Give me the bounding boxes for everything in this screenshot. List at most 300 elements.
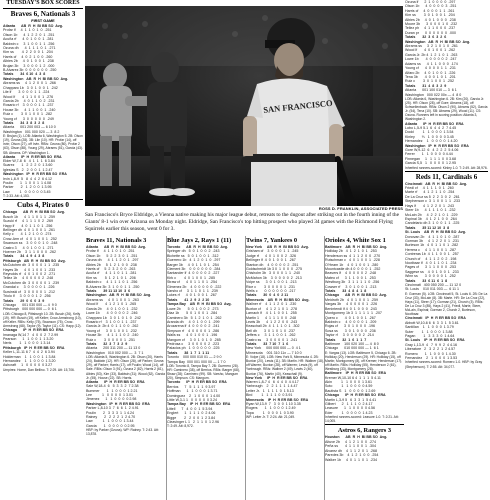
stat-line: Abrams ss 3 2 1 0 1 0 .261 [405, 44, 458, 49]
box-notes: E: Vargas (13). LOB: Baltimore 5, Chicago 6. 2B: Holliday (20), Henderson (29). HR: Holliday (15), off Martin; Montgomery (8), off Kremer; Henderson (17), off Martin. RBIs: Holliday (55), Henderson 2 (61), Westburg (33), Montgomery (28). [325, 350, 403, 372]
box-title: Blue Jays 2, Rays 1 (11) [167, 237, 232, 244]
box-end: HBP: by Parker (Ozuna). WP: Rainey. T: 2:43. Att: 13,878. [86, 428, 159, 437]
box-lines [325, 245, 404, 351]
stat-line: Englert 1 1 1 1 0 2 4.06 [167, 411, 216, 416]
stat-line: Gimenez 2b 4 0 0 0 0 0 .222 [167, 284, 222, 289]
stat-line: Bellinger lf 4 0 1 0 0 1 .267 [246, 258, 296, 263]
stat-line: Goldschmidt 1b 3 0 1 0 0 0 .275 [246, 267, 302, 272]
stat-line: Dodd 1 1 0 0 0 1 3.54 [405, 130, 454, 135]
stat-line: Hernandez 1 1 0 0 0 1 3.20 [3, 358, 56, 363]
stat-line: Atlanta 001 100 010 — 3 6 1 [405, 88, 457, 93]
stat-line: Totals 29 0 6 0 3 9 [3, 298, 45, 303]
stat-line: Espinal 3b 4 1 2 1 0 0 .264 [405, 216, 457, 221]
stat-line: Ozuna lf 2 1 0 0 0 0 .297 [405, 0, 456, 4]
stat-line: St. Louis 010 011 003 — 6 11 1 [405, 287, 460, 292]
stat-line: Keaschall 2b 4 1 1 1 0 1 .302 [246, 324, 300, 329]
stat-line: Sale W,18-4 6 5 3 3 2 7 2.38 [86, 384, 139, 389]
stat-line: Swanson ss 3 0 0 0 1 0 .248 [3, 241, 58, 246]
photo-illustration [85, 6, 403, 206]
stat-line: Alvarez dh 4 1 1 2 0 1 .268 [325, 448, 377, 453]
stat-line: Cincinnati IP H R ER BB SO ERA [405, 316, 466, 321]
stat-line: Alfaro 2b 4 0 1 0 0 1 .226 [405, 70, 456, 75]
box-title: Orioles 4, White Sox 1 [325, 237, 386, 244]
stat-line: Buxton cf 4 1 2 1 0 1 .278 [246, 306, 297, 311]
stat-line: Castro 3 4 0 1 0 0 1 .271 [3, 245, 54, 250]
stat-line: Straw cf 4 0 1 1 0 1 .254 [167, 280, 217, 285]
stat-line: Washington IP H R ER BB SO ERA [86, 401, 150, 406]
box-notes: LOB: Atlanta 6, Washington 6. 2B: Kim (20), Garcia Jr. (25). HR: Olson (28), off Gore; Abrams (18), off Schwellenbach. RBIs: Olson 2 (90), Abrams (52), Garcia Jr. (54), Tena (10). SB: Abrams (29), Wood (11). CS: Ozuna. Runners left in scoring position: Atlanta 3, Washington 2. [405, 96, 488, 122]
box-end: T: 2:49. Att: 8,972. [167, 424, 194, 429]
stat-line: Lewis 3b 4 1 2 2 0 0 .243 [246, 319, 298, 324]
stat-line: Garcia 2b 4 0 1 1 0 2 .231 [3, 98, 55, 103]
stat-line: Kelly c 4 1 2 1 0 0 .274 [3, 232, 52, 237]
stat-line: Pedrosa c 3 0 0 0 0 2 .223 [167, 341, 220, 346]
stat-line: Kim ss 3 0 1 0 0 1 .204 [405, 13, 455, 18]
stat-line: Chapparo 1b 3 0 1 0 1 0 .242 [86, 315, 141, 320]
stat-line: Jimenez 1 1 0 0 0 0 2.98 [86, 397, 137, 402]
box-title: Reds 11, Cardinals 6 [415, 172, 478, 181]
stat-line: Chicago 010 000 000 — 1 6 1 [325, 346, 379, 351]
box-lines [405, 182, 488, 292]
stat-line: Eder 1 0 0 0 0 1 4.23 [325, 410, 373, 415]
stat-line: Rosario rf 3 1 0 0 1 1 .237 [86, 319, 137, 324]
stat-line: Abbott W,10-6 6 6 3 3 1 5 3.61 [405, 320, 459, 325]
divider [405, 171, 488, 172]
stat-line: Ferrer 1 1 0 0 0 0 4.44 [405, 152, 453, 157]
stat-line: Ryan W,13-9 7 3 0 0 1 10 3.35 [246, 402, 301, 407]
stat-line: Volpe ss 3 0 1 0 0 1 .213 [246, 280, 297, 285]
stat-line: Neris 1 1 0 0 0 1 3.14 [3, 341, 51, 346]
stat-line: Tampa Bay 000 001 000 00 — 1 7 0 [167, 359, 226, 364]
box-end: Inherited runners-scored: Kinley 1-0. T: 2:49. Att: 28,976. [405, 165, 488, 170]
stat-line: Rogers 1 1 0 0 0 1 2.49 [246, 406, 296, 411]
stat-line: Cincinnati 400 050 200 — 11 12 0 [405, 283, 462, 287]
divider [3, 8, 83, 9]
stat-line: Totals 34 4 9 4 3 8 [3, 254, 45, 259]
stat-line: House 3b 4 1 1 0 0 1 .240 [3, 107, 56, 112]
stat-line: Candelario dh 3 1 0 0 1 1 .225 [405, 221, 460, 226]
stat-line: Rainey 2 2 2 2 1 2 4.70 [86, 414, 136, 419]
stat-line: New York 000 000 000 — 0 4 1 [246, 346, 301, 351]
stat-line: Clement 3b 0 0 0 0 0 0 .284 [167, 267, 221, 272]
stat-line: Kirk c 4 0 1 0 0 1 .285 [167, 275, 215, 280]
stat-line: Olson 1b 5 2 2 3 0 1 .251 [86, 253, 138, 258]
stat-line: Grisham cf 3 0 0 0 1 1 .245 [246, 249, 299, 254]
stat-line: Ozuna dh 4 1 1 2 0 1 .297 [86, 258, 139, 263]
stat-line: Minnesota AB R H BI BB SO Avg. [246, 297, 310, 302]
stat-line: Jeffers c 3 1 1 0 0 1 .262 [246, 333, 296, 338]
stat-line: Toronto IP H R ER BB SO ERA [167, 380, 227, 385]
stat-line: Pittsburgh 000 000 000 — 0 6 1 [3, 307, 57, 312]
stat-line: Pages cf 3 1 1 0 0 0 .253 [405, 265, 456, 270]
box-lines [246, 245, 324, 355]
box-subtitle: FIRST GAME [31, 19, 55, 23]
stat-line: Pearson 1 1 0 0 1 1 3.20 [3, 336, 54, 341]
stat-line: Dominguez 2 1 0 0 0 1 4.00 [167, 393, 221, 398]
stat-line: Benintendi lf 4 0 1 0 0 0 .243 [325, 306, 377, 311]
box-lines [167, 245, 245, 364]
stat-line: Littell 7 4 0 0 1 5 3.94 [167, 406, 213, 411]
stat-line: Parker L,8-10 3 7 6 6 1 2 4.91 [86, 406, 139, 411]
stat-line: Rutschman c 4 0 1 0 0 1 .228 [325, 258, 380, 263]
stat-line: Moore 3b 3 0 0 0 1 0 .232 [405, 22, 458, 27]
stat-line: Atlanta 200 311 200 — 11 13 0 [86, 346, 141, 351]
stat-line: Olson 1b 4 0 0 0 0 3 .251 [405, 4, 457, 9]
stat-line: Montgomery 1b 3 1 1 1 1 1 .207 [325, 311, 382, 316]
box-notes: E: Brujan (1). LOB: Atlanta 6, Washington 5. 2B: Olson (19), Ozuna (28). 3B: Lile (10). HR: Profar (14), off Irvin; Olson (27), off Irvin. RBIs: Ozuna (80), Profar 2 (63), Olson (88), Young (29), Abrams (51), Garcia (43). SB: Abrams. DP: Washington 1. [3, 134, 83, 155]
box-notes: E: Volpe (18). LOB: New York 5, Minnesota 4. 2B: Buxton (20), Lewis (11). 3B: Martin. HR: Wallner (18), off Warren; Buxton (28), off Warren; Lewis (9), off Yarbrough. RBIs: Wallner 2 (49), Lewis 2 (40), Buxton (76), Martin (40), Keaschall (9). [246, 355, 324, 376]
stat-line: Leiter Jr. 1 1 1 1 0 1 5.13 [246, 388, 294, 393]
stat-line: Rojas cf 3 0 1 0 0 0 .196 [325, 324, 375, 329]
stat-line: Totals 33 4 8 4 1 8 [325, 289, 367, 294]
stat-line: Suwinski cf 3 0 0 0 0 1 .212 [3, 289, 55, 294]
stat-line: Young cf 3 0 1 0 0 1 .232 [86, 328, 137, 333]
stat-line: Harris cf 4 0 2 1 0 0 .260 [3, 54, 53, 59]
box-lines [325, 435, 404, 461]
photo-credit: ROSS D. FRANKLIN, ASSOCIATED PRESS [318, 206, 403, 211]
stat-line: Law 1 1 0 0 0 1 3.44 [86, 419, 134, 424]
stat-line: Ruiz c 3 0 1 0 0 1 .252 [405, 79, 454, 84]
box-title: Cubs 4, Pirates 0 [17, 201, 69, 210]
stat-line: Holderman 1 1 0 0 1 1 3.84 [3, 354, 56, 359]
stat-line: Martin L,3-9 5 6 3 3 1 5 4.41 [325, 397, 377, 402]
stat-line: Iglesias S 2 2 0 0 1 1 2.47 [3, 167, 53, 172]
pitching-lines [325, 371, 404, 415]
stat-line: Albies 2b 4 0 1 0 0 1 .238 [3, 59, 54, 64]
box-end: Inherited runners-scored: Leasure 1-0. T: 2:21. Att: 14,005. [325, 415, 399, 424]
stat-line: Tena 3b 4 0 0 1 0 1 .201 [405, 74, 456, 79]
stat-line: Quero c 4 0 1 0 0 1 .267 [325, 315, 376, 320]
stat-line: Chisholm 3b 3 0 0 0 1 1 .240 [246, 271, 300, 276]
stat-line: Gray L,13-9 4 7 9 9 2 4 4.16 [405, 342, 457, 347]
stat-line: Garcia 2b 4 0 1 0 0 1 .232 [86, 306, 138, 311]
stat-line: Tampa Bay AB R H BI BB SO Avg. [167, 302, 232, 307]
pitching-lines [3, 155, 83, 195]
stat-line: Lobo L,5-9 5.1 6 4 4 2 7 4.45 [405, 125, 457, 130]
stat-line: Abrams ss 4 1 2 0 0 1 .266 [3, 81, 56, 86]
stat-line: Castro ss 3 0 0 0 0 1 .241 [246, 337, 298, 342]
stat-line: Kim ss 5 1 2 1 0 1 .206 [86, 275, 136, 280]
stat-line: Ozuna dh 4 1 1 1 0 1 .271 [3, 46, 56, 51]
stat-line: Bummer 1 1 0 0 0 1 2.21 [86, 388, 138, 393]
stat-line: Washington AB R H BI BB SO Avg. [86, 293, 152, 298]
stat-line: Totals 33 6 11 6 1 8 [405, 278, 448, 283]
stat-line: Caminero 3b 5 1 2 1 0 1 .262 [167, 315, 222, 320]
stat-line: B.Alvarez 3b 3 1 0 0 1 1 .250 [86, 284, 140, 289]
stat-line: Wells c 0 0 0 0 0 0 .217 [246, 289, 296, 294]
stat-line: Chapparo 1b 3 0 1 0 0 1 .242 [3, 85, 58, 90]
stat-line: Gilbert 2 1 1 1 0 2 4.17 [325, 402, 373, 407]
stat-line: Wood lf 4 0 1 0 0 1 .262 [405, 48, 456, 53]
stat-line: Varsho cf 3 1 1 0 1 1 .239 [167, 289, 218, 294]
stat-line: Little W,3-1 1 0 0 0 0 0 3.24 [167, 397, 217, 402]
box-lines [405, 0, 488, 97]
stat-line: Bautista S 1 0 0 0 0 1 2.69 [325, 388, 376, 393]
stat-line: Suzuki rf 4 1 1 1 0 2 .269 [3, 219, 53, 224]
box-notes: LOB: Atlanta 5, Washington 6. 2B: Olson (20), Harris (24), Baldwin (12). HR: Olson (28), off Parker; Ozuna (29), off Parker; Harris (17), off Poulin; Wood (14), off Sale. RBIs: Olson 3 (91), Ozuna 2 (82), Harris 2 (61), Albies (53), Kim (33), Baldwin (31); Wood (52), Garcia Jr. (55), House (22). SB: Harris. [86, 355, 165, 380]
stat-line: Meidroth 2b 4 0 1 0 0 1 .259 [325, 297, 378, 302]
stat-line: Hoerner 2b 3 1 1 0 0 0 .262 [3, 250, 56, 255]
stat-line: Saggese ss 4 0 1 0 0 1 .233 [405, 269, 459, 274]
stat-line: Totals 39 11 13 10 3 6 [86, 289, 131, 294]
stat-line: Springer dh 5 0 1 0 0 2 .243 [167, 249, 220, 254]
stat-line: Garcia Jr. 2b 4 0 1 1 0 0 .262 [86, 324, 139, 329]
stat-line: Vargas 3b 4 0 0 0 0 1 .226 [325, 302, 378, 307]
stat-line: Hayes 3b 4 0 1 0 0 1 .233 [3, 267, 56, 272]
box-lines [3, 210, 83, 311]
pitching-lines [86, 380, 166, 428]
stat-line: Washington AB R H BI BB SO Avg. [405, 39, 471, 44]
stat-line: Washington 010 002 000 — 3 7 1 [86, 350, 144, 355]
stat-line: Duran pr 0 0 0 0 0 0 .000 [405, 30, 456, 35]
stat-line: Santander lf 4 0 0 0 0 2 .227 [167, 271, 220, 276]
stat-line: Washington 000 022 00x — 4 8 0 [405, 92, 462, 97]
stat-line: Fernandez 2 1 0 0 0 1 3.53 [405, 356, 458, 361]
stat-line: Judge rf 4 0 1 0 0 2 .326 [246, 253, 296, 258]
stat-line: Lowe 1b 4 0 0 0 0 2 .246 [86, 311, 138, 316]
stat-line: Aranda dh 4 0 1 0 0 1 .299 [167, 319, 220, 324]
stat-line: Stanton dh 4 0 0 0 0 2 .251 [246, 262, 299, 267]
stat-line: Minnesota 001 310 11x — 7 10 0 [246, 350, 302, 355]
stat-line: Totals 41 2 9 2 2 10 [167, 297, 210, 302]
stat-line: Crow-Arm cf 4 0 1 0 0 1 .252 [3, 236, 57, 241]
stat-line: Gorman 3b 4 1 2 2 0 1 .231 [405, 238, 459, 243]
stat-line: Lowe 2b 5 0 1 0 0 2 .273 [167, 306, 219, 311]
stat-line: Reynolds rf 4 0 1 0 0 2 .271 [3, 272, 56, 277]
stat-line: Baldwin c 4 0 0 0 0 1 .209 [325, 319, 377, 324]
stat-line: Totals 35 11 12 10 3 8 [405, 225, 450, 230]
stat-line: Acuña rf 4 0 1 0 0 1 .281 [3, 37, 54, 42]
stat-line: Yarbrough 2 2 1 1 1 1 4.47 [246, 384, 298, 389]
stat-line: Keller L,11-11 6 7 4 4 2 6 3.94 [3, 350, 55, 355]
divider [325, 424, 404, 425]
stat-line: Ruiz c 3 0 1 0 0 1 .282 [3, 112, 52, 117]
box-title: Braves 11, Nationals 3 [86, 237, 147, 244]
stat-line: Bellinger dh 4 0 1 0 0 1 .261 [3, 228, 55, 232]
stat-line: Suarez 1 2 2 2 0 1 3.60 [3, 163, 53, 168]
stat-line: Toronto AB R H BI BB SO Avg. [167, 245, 229, 249]
stat-line: Chicago AB R H BI BB SO Avg. [3, 210, 65, 215]
box-end: Inherited runners-scored: Romero 1-0. HBP: by Gray (Stephenson). T: 2:55. Att: 34,077. [405, 360, 483, 369]
stat-line: Stephenson c 3 1 0 0 1 1 .233 [405, 199, 460, 204]
stat-line: Adams ss 4 1 1 0 0 0 .174 [405, 61, 458, 66]
stat-line: Profar lf 4 1 1 0 1 0 .251 [86, 249, 135, 254]
stat-line: Beavers lf 4 0 0 0 0 2 .248 [325, 271, 376, 276]
stat-line: O'Hearn 1b 4 0 1 0 0 1 .280 [325, 262, 379, 267]
stat-line: De La Cruz ss 5 2 2 3 0 2 .261 [405, 194, 460, 199]
stat-line: Totals 32 3 7 3 2 9 [86, 341, 128, 346]
stat-line: Martin 1 4 1 1 1 0 0 .248 [246, 315, 296, 320]
stat-line: Houston AB R H BI BB SO Avg. [325, 435, 388, 440]
stat-line: Diaz 1b 5 0 1 0 0 1 .284 [167, 311, 218, 316]
stat-line: Church cf 4 1 1 2 0 2 .198 [405, 256, 457, 261]
stat-line: Paredes 3b 4 1 2 1 0 0 .254 [325, 453, 379, 458]
stat-line: Chicago IP H R ER BB SO ERA [325, 393, 386, 398]
stat-line: Pagan 1 3 3 3 0 1 4.64 [405, 334, 455, 338]
stat-line: Soto 1 1 0 0 0 0 4.59 [325, 384, 373, 389]
stat-line: Brujan 3b 3 0 0 0 1 2 .000 [3, 63, 55, 68]
stat-line: Washington IP H R ER BB SO ERA [3, 172, 67, 177]
box-lines [3, 24, 83, 134]
stat-line: McCutchen 4b 3 0 0 0 0 1 .239 [3, 280, 60, 285]
stat-line: Winn ss 3 0 0 0 0 1 .252 [405, 274, 456, 279]
stat-line: Finnegan 1 1 1 1 0 0 3.68 [405, 156, 456, 161]
stat-line: Chicago IP H R ER BB SO ERA [3, 328, 64, 333]
stat-line: Abrams ss 4 0 1 0 0 1 .263 [86, 297, 139, 302]
stat-line: Donovan 2b 4 1 1 0 1 0 .287 [405, 234, 460, 239]
stat-line: Akin 1 1 0 0 0 1 3.61 [325, 380, 372, 385]
stat-line: Herrera c 4 1 1 0 0 1 .287 [405, 247, 456, 252]
box-end: WP: Leiter Jr. T: 2:24. Att: 21,049. [246, 415, 296, 420]
stat-line: Lukes rf 4 0 1 0 0 1 .267 [167, 293, 217, 298]
stat-line: Bigge 2 2 0 0 1 2 3.84 [167, 415, 216, 420]
stat-line: Totals 32 1 6 1 1 7 [325, 337, 367, 342]
stat-line: Berrios 7 5 1 1 1 9 3.97 [167, 384, 216, 389]
stat-line: Ruiz c 3 0 0 0 0 1 .251 [86, 337, 135, 342]
stat-line: Nootbaar lf 4 0 1 1 0 1 .234 [405, 260, 457, 265]
jersey-lettering: SAN FRANCISCO [262, 97, 334, 115]
stat-line: Westburg 3b 3 1 1 1 1 0 .256 [325, 280, 380, 285]
stat-line: Marte rf 4 1 2 1 1 0 .254 [405, 190, 455, 195]
stat-line: Friedl cf 4 1 1 1 0 1 .260 [405, 186, 454, 191]
stat-line: Profar lf 4 1 1 0 1 0 .251 [3, 28, 52, 33]
right-column [405, 0, 488, 500]
stat-line: Washington 001 000 020 — 3 8 2 [3, 129, 60, 134]
stat-line: Poulin 2 3 3 3 1 1 4.24 [86, 410, 134, 415]
stat-line: Contreras 1b 4 1 1 0 0 1 .257 [405, 252, 459, 257]
stat-line: Lile lf 3 0 0 0 1 1 .224 [3, 90, 50, 95]
stat-line: Minnesota IP H R ER BB SO ERA [246, 397, 309, 402]
stat-line: Law 1 0 0 0 0 0 3.45 [3, 189, 51, 194]
stat-line: Atlanta 001 200 003 — 6 10 0 [3, 125, 56, 130]
stat-line: Tampa Bay IP H R ER BB SO ERA [167, 402, 231, 407]
stat-line: Washington IP H R ER BB SO ERA [405, 143, 469, 148]
stat-line: B.Alvarez 3b 0 0 0 0 0 0 .250 [3, 68, 57, 73]
stat-line: Mateo cf 3 1 1 0 0 1 .253 [325, 275, 376, 280]
stat-line: Burleson 1b 4 0 1 1 0 1 .282 [405, 243, 459, 248]
stat-line: Baltimore AB R H BI BB SO Avg. [325, 245, 388, 249]
stat-line: Lowe 1b 4 0 0 0 0 2 .247 [405, 57, 457, 62]
stat-line: Palacios ph 1 0 0 0 0 0 .225 [167, 346, 220, 351]
stat-line: Barger 3b 4 0 1 1 0 1 .254 [167, 262, 219, 267]
stat-line: Grandal c 3 0 0 0 0 1 .226 [3, 285, 55, 290]
stat-line: Lee 1 0 0 0 0 1 3.01 [86, 392, 133, 397]
photo-caption: San Francisco's Bryce Eldridge, a Vienna native making his major league debut, retreats to the dugout after striking out in the fourth inning of the Giants' 8-1 win over Arizona on Monday night. Eldridge, San Francisco's top hitting prospect who played 34 games with the Richmond Flying Squirrels earlier this season, went 0 for 3. [85, 212, 400, 232]
pitching-lines [3, 328, 83, 368]
box-notes: LOB: Chicago 8, Pittsburgh 10. 2B: Busch (26), Kelly (19). HR: Busch (19), off Keller; Crow-Armstrong (10), off Keller. RBIs: Kelly (75), Swanson (75), Crow-Armstrong (68), Taylor (9). Taylor (11). CS: Happ (12). [3, 311, 82, 328]
stat-line: Warren L,8-7 4 6 4 4 0 4 4.17 [246, 380, 299, 385]
stat-line: Totals 32 3 6 3 2 6 [405, 35, 447, 40]
stat-line: Atlanta IP H R ER BB SO ERA [405, 121, 464, 126]
stat-line: New York AB R H BI BB SO Avg. [246, 245, 309, 249]
stat-line: Tellez ph 4 1 1 0 0 0 .237 [405, 26, 456, 31]
stat-line: Washington AB R H BI BB SO Avg. [3, 76, 69, 81]
stat-line: Guerrero 1b 4 1 2 0 1 0 .297 [167, 258, 221, 263]
stat-line: Cowser rf 3 0 1 0 0 1 .213 [325, 284, 377, 289]
box-score-bluejays-rays [167, 236, 245, 500]
stat-line: Walls ss 4 0 1 0 0 1 .196 [167, 333, 218, 338]
box-score-orioles-whitesox [325, 236, 404, 500]
stat-line: Simpson rf 4 0 0 0 0 1 .286 [167, 328, 220, 333]
stat-line: Totals 34 6 10 4 3 8 [3, 72, 46, 77]
stat-line: New York IP H R ER BB SO ERA [246, 375, 308, 380]
stat-line: Suter 1 1 0 0 0 1 3.88 [405, 329, 453, 334]
stat-line: Totals 38 1 7 1 1 11 [167, 350, 210, 355]
stat-line: Romero 1 1 0 0 0 1 4.30 [405, 351, 456, 356]
section-title: TUESDAY'S BOX SCORES [6, 0, 80, 6]
stat-line: Young cf 4 0 0 0 1 1 .231 [405, 66, 456, 71]
stat-line: Mountcastle dh 4 0 0 0 0 1 .252 [325, 267, 381, 272]
stat-line: Hoffman 1 1 0 0 0 1 3.71 [167, 389, 218, 394]
box-lines [86, 245, 166, 355]
stat-line: Atlanta IP H R ER BB SO ERA [86, 379, 145, 384]
left-column [3, 0, 83, 500]
stat-line: Totals 33 7 10 7 1 6 [246, 341, 289, 346]
stat-line: Liberatore 2 3 2 2 1 2 4.57 [405, 347, 456, 352]
pitching-lines [405, 316, 488, 360]
stat-line: Kinley ⅓ 1 0 0 0 0 3.45 [405, 134, 454, 139]
stat-line: Parker 2 1 2 0 0 1 3.95 [3, 185, 52, 190]
divider [3, 199, 83, 200]
stat-line: Baldwin c 3 1 0 0 1 1 .256 [3, 41, 55, 46]
stat-line: Garcia S,5 1 0 0 0 0 1 2.95 [405, 161, 456, 166]
stat-line: Pittsburgh IP H R ER BB SO ERA [3, 345, 65, 350]
stat-line: Santillan 1 1 0 0 0 1 3.79 [405, 325, 454, 330]
stat-line: Hernandez 1 0 0 0 0 1 4.20 [405, 139, 458, 144]
stat-line: Peña ss 4 1 1 0 0 1 .304 [325, 444, 376, 449]
stat-line: Tellez 1b 4 0 0 0 0 2 .248 [3, 276, 54, 281]
stat-line: Topa 1 0 0 0 1 0 3.90 [246, 410, 294, 415]
stat-line: Triolo lf 3 0 0 0 1 2 .256 [3, 294, 51, 299]
stat-line: St. Louis AB R H BI BB SO Avg. [405, 230, 466, 235]
stat-line: Pittsburgh AB R H BI BB SO Avg. [3, 258, 66, 263]
box-title: Astros 6, Rangers 3 [337, 427, 392, 435]
stat-line: Garcia Jr. 2b 4 1 2 1 0 1 .263 [405, 52, 458, 57]
stat-line: Atlanta IP H R ER BB SO ERA [3, 154, 62, 159]
stat-line: Hays lf 4 1 2 2 0 1 .243 [405, 203, 454, 208]
stat-line: Wood lf 4 1 2 1 0 1 .265 [86, 302, 137, 307]
stat-line: Chicago 001 030 000 — 4 9 0 [3, 302, 57, 307]
stat-line: Wallner rf 4 1 1 2 0 1 .230 [246, 302, 297, 307]
stat-line: St. Louis IP H R ER BB SO ERA [405, 338, 465, 343]
stat-line: Imanaga W,14 7 4 0 0 2 7 2.99 [3, 332, 59, 337]
stat-line: McCutchen dh 3 0 0 0 1 1 .235 [3, 263, 60, 268]
stat-line: Busch 1b 4 1 1 0 1 1 .259 [3, 214, 55, 219]
stat-line: Irvin L,8-9 5 8 4 4 2 6 4.12 [3, 176, 52, 181]
stat-line: Rice c 3 0 0 0 0 1 .231 [246, 284, 295, 289]
stat-line: Rosario rf 3 0 0 0 1 1 .237 [3, 103, 54, 108]
stat-line: Ashcraft 1 0 0 0 0 0 3.27 [3, 363, 53, 368]
stat-line: Taylor rf 3 0 0 0 0 2 .214 [325, 333, 374, 338]
pitching-lines [246, 376, 324, 416]
stat-line: Totals 31 4 8 3 2 9 [405, 83, 447, 88]
stat-line: Bell dh 3 0 1 0 1 0 .237 [246, 328, 295, 333]
stat-line: Altuve 2b 4 1 2 1 0 0 .274 [325, 439, 376, 444]
stat-line: Poulin 1 1 0 0 1 1 4.08 [3, 181, 51, 186]
stat-line: Olson 1b 4 1 2 2 0 1 .251 [3, 32, 55, 37]
stat-line: Albies 2b 5 1 2 1 0 0 .238 [86, 262, 137, 267]
stat-line: Mangum cf 3 0 1 0 1 0 .285 [167, 337, 221, 342]
stat-line: Baltimore IP H R ER BB SO ERA [325, 371, 387, 376]
stat-line: Garcia 1 0 0 0 0 0 2.95 [86, 423, 135, 428]
stat-line: Walker 1b 4 0 1 1 0 1 .234 [325, 457, 378, 462]
stat-line: Totals 34 3 8 3 2 8 [3, 120, 45, 125]
stat-line: Gore W,9-12 6 4 2 2 2 5 4.06 [405, 147, 459, 152]
stat-line: Cleavinger L 1 2 1 1 0 1 2.96 [167, 420, 220, 424]
box-score-braves-nationals [86, 236, 166, 500]
stat-line: Steer 1b 4 1 1 1 0 1 .232 [405, 208, 456, 213]
stat-line: Albies 2b 4 0 1 0 0 0 .238 [405, 17, 456, 22]
